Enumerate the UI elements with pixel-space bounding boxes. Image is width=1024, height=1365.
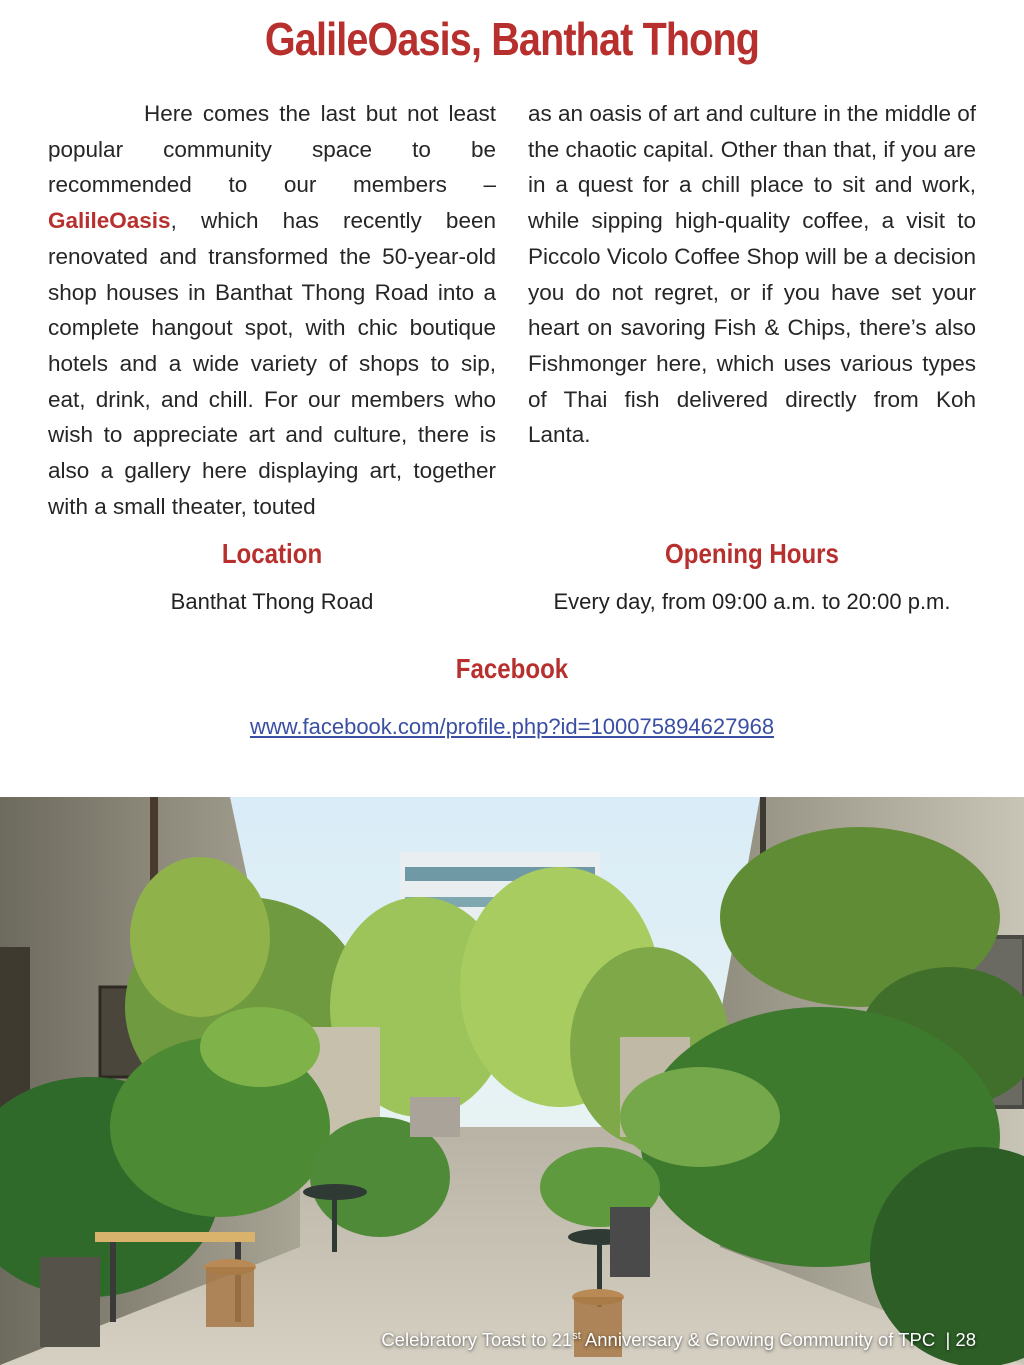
- article-text-left-body: , which has recently been renovated and transformed the 50-year-old shop houses in Banthat Thong Road into a complete hangout spot, with chic boutique hotels and a wide variety of shops to sip, eat, drink, and chill. For our members who wish to appreciate art and culture, there is also a gallery here displaying art, together with a small theater, touted: [48, 208, 496, 519]
- alley-garden-photo: [0, 797, 1024, 1365]
- location-value: Banthat Thong Road: [170, 589, 374, 614]
- brand-highlight: GalileOasis: [48, 208, 171, 234]
- footer-text-rest: Anniversary & Growing Community of TPC: [580, 1329, 936, 1350]
- article-text-right: as an oasis of art and culture in the middle of the chaotic capital. Other than that, if you are in a quest for a chill place to sit and work, while sipping high-quality coffee, a visit to Piccolo Vicolo Coffee Shop will be a decision you do not regret, or if you have set your heart on savoring Fish & Chips, there’s also Fishmonger here, which uses various types of Thai fish delivered directly from Koh Lanta.: [528, 101, 976, 448]
- article-text-left-intro: Here comes the last but not least popular community space to be recommended to our members –: [48, 101, 496, 198]
- opening-hours-value: Every day, from 09:00 a.m. to 20:00 p.m.: [553, 589, 951, 614]
- location-heading: Location: [221, 538, 323, 569]
- facebook-heading: Facebook: [455, 653, 569, 684]
- opening-hours-heading: Opening Hours: [665, 538, 839, 569]
- page-footer: Celebratory Toast to 21st Anniversary & Growing Community of TPC | 28: [381, 1329, 976, 1350]
- article-column-left: [48, 96, 496, 524]
- footer-ordinal: st: [572, 1329, 581, 1342]
- facebook-link[interactable]: www.facebook.com/profile.php?id=100075894627968: [249, 714, 775, 739]
- footer-text: Celebratory Toast to 21: [381, 1329, 573, 1350]
- page-number: 28: [955, 1329, 976, 1350]
- article-column-right: [528, 96, 976, 453]
- page-title: GalileOasis, Banthat Thong: [264, 13, 760, 65]
